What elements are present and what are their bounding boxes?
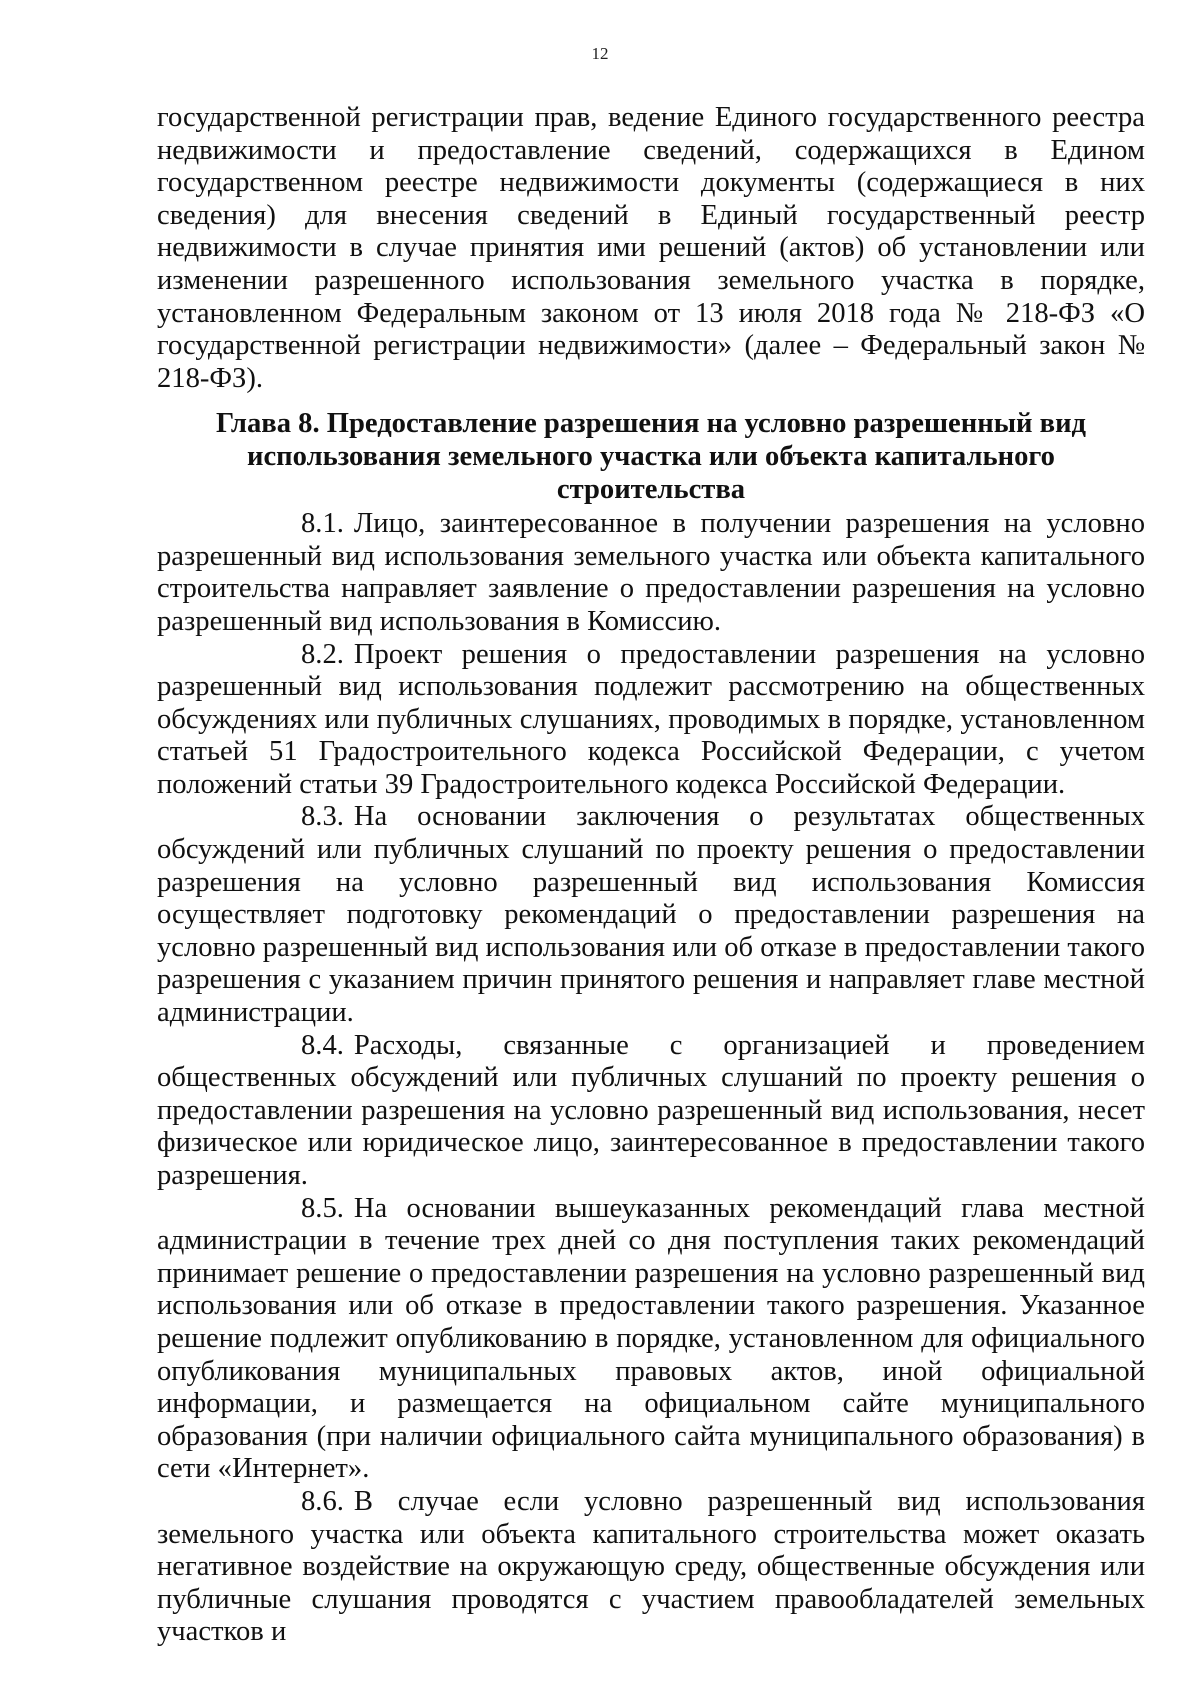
section-8-5 bbox=[157, 1193, 1145, 1486]
section-8-3 bbox=[157, 801, 1145, 1029]
section-8-4 bbox=[157, 1030, 1145, 1193]
section-text: На основании вышеуказанных рекомендаций глава местной администрации в течение трех дней со дня поступления таких рекомендаций принимает решение о предоставлении разрешения на условно разрешенный вид использования или об отказе в предоставлении такого разрешения. Указанное решение подлежит опубликованию в порядке, установленном для официального опубликования муниципальных правовых актов, иной официальной информации, и размещается на официальном сайте муниципального образования (при наличии официального сайта муниципального образования) в сети «Интернет». bbox=[157, 1192, 1145, 1485]
section-number: 8.2. bbox=[301, 638, 344, 670]
section-number: 8.6. bbox=[301, 1485, 344, 1517]
section-number: 8.3. bbox=[301, 801, 344, 833]
section-text: В случае если условно разрешенный вид использования земельного участка или объекта капитального строительства может оказать негативное воздействие на окружающую среду, общественные обсуждения или публичные слушания проводятся с участием правообладателей земельных участков и bbox=[157, 1485, 1145, 1648]
section-number: 8.1. bbox=[301, 508, 344, 540]
section-text: Лицо, заинтересованное в получении разрешения на условно разрешенный вид использования земельного участка или объекта капитального строительства направляет заявление о предоставлении разрешения на условно разрешенный вид использования в Комиссию. bbox=[157, 508, 1145, 637]
page-number: 12 bbox=[591, 44, 609, 63]
section-number: 8.4. bbox=[301, 1029, 344, 1061]
document-body bbox=[157, 102, 1145, 1649]
section-text: Расходы, связанные с организацией и проведением общественных обсуждений или публичных слушаний по проекту решения о предоставлении разрешения на условно разрешенный вид использования, несет физическое или юридическое лицо, заинтересованное в предоставлении такого разрешения. bbox=[157, 1029, 1145, 1191]
section-8-6 bbox=[157, 1486, 1145, 1649]
section-text: Проект решения о предоставлении разрешения на условно разрешенный вид использования подлежит рассмотрению на общественных обсуждениях или публичных слушаниях, проводимых в порядке, установленном статьей 51 Градостроительного кодекса Российской Федерации, с учетом положений статьи 39 Градостроительного кодекса Российской Федерации. bbox=[157, 638, 1145, 800]
section-number: 8.5. bbox=[301, 1192, 344, 1224]
section-text: На основании заключения о результатах общественных обсуждений или публичных слушаний по проекту решения о предоставлении разрешения на условно разрешенный вид использования Комиссия осуществляет подготовку рекомендаций о предоставлении разрешения на условно разрешенный вид использования или об отказе в предоставлении такого разрешения с указанием причин принятого решения и направляет главе местной администрации. bbox=[157, 801, 1146, 1029]
section-8-1 bbox=[157, 508, 1145, 638]
chapter-title: Глава 8. Предоставление разрешения на условно разрешенный вид использования земельного участка или объекта капитального строительства bbox=[215, 408, 1087, 505]
intro-paragraph: государственной регистрации прав, ведение Единого государственного реестра недвижимости и предоставление сведений, содержащихся в Едином государственном реестре недвижимости документы (содержащиеся в них сведения) для внесения сведений в Единый государственный реестр недвижимости в случае принятия ими решений (актов) об установлении или изменении разрешенного использования земельного участка в порядке, установленном Федеральным законом от 13 июля 2018 года № 218-ФЗ «О государственной регистрации недвижимости» (далее – Федеральный закон № 218-ФЗ). bbox=[157, 102, 1145, 394]
section-8-2 bbox=[157, 639, 1145, 802]
